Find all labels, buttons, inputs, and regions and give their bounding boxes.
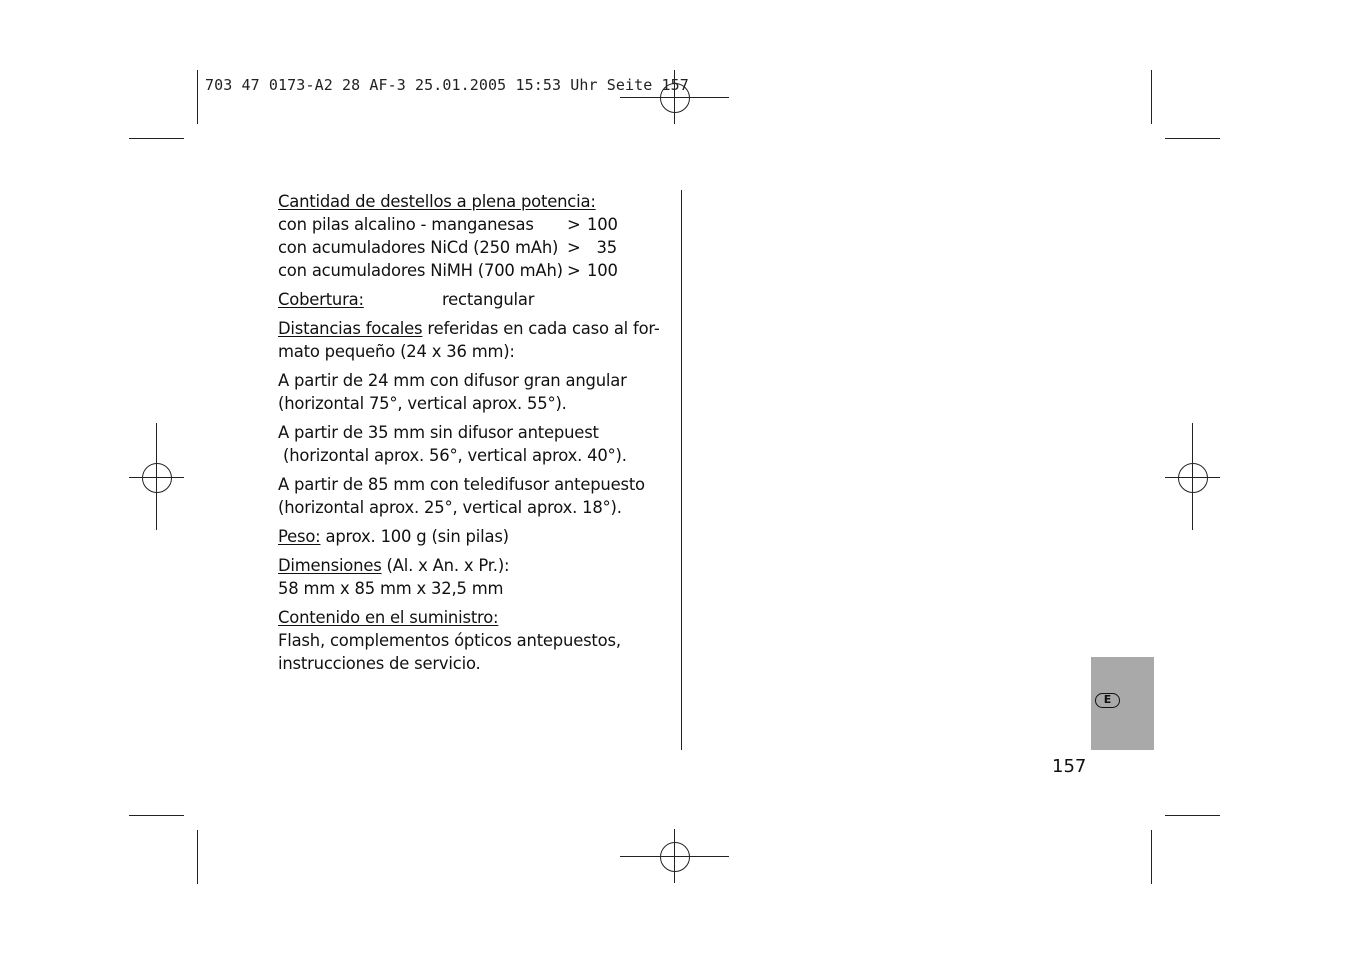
language-badge: E	[1095, 693, 1120, 708]
crop-mark-tl-h	[129, 138, 184, 139]
coverage-section	[278, 288, 668, 311]
crop-mark-br-v	[1151, 830, 1152, 884]
flash-count-row: con acumuladores NiCd (250 mAh) > 35	[278, 238, 617, 257]
coverage-value: rectangular	[442, 290, 535, 309]
language-tab	[1091, 657, 1154, 750]
crop-mark-br-h	[1165, 815, 1220, 816]
dimensions-label: Dimensiones	[278, 556, 382, 575]
flash-count-row: con acumuladores NiMH (700 mAh) > 100	[278, 261, 618, 280]
range-item: A partir de 85 mm con teledifusor antepuesto (horizontal aprox. 25°, vertical aprox. 18°).	[278, 475, 645, 517]
column-divider	[681, 190, 682, 750]
contents-section: Contenido en el suministro: Flash, complementos ópticos antepuestos, instrucciones de servicio.	[278, 608, 621, 673]
flash-count-section	[278, 190, 668, 282]
crop-mark-bl-v	[197, 830, 198, 884]
weight-section: Peso: aprox. 100 g (sin pilas)	[278, 527, 509, 546]
registration-target-icon	[660, 842, 690, 872]
coverage-label: Cobertura:	[278, 290, 364, 309]
focal-section: Distancias focales referidas en cada caso al for- mato pequeño (24 x 36 mm):	[278, 319, 660, 361]
registration-target-icon	[142, 463, 172, 493]
crop-mark-tr-h	[1165, 138, 1220, 139]
crop-mark-tl-v	[197, 70, 198, 124]
spec-column	[278, 190, 668, 681]
focal-label: Distancias focales	[278, 319, 423, 338]
registration-target-icon	[1178, 463, 1208, 493]
crop-mark-tr-v	[1151, 70, 1152, 124]
flash-count-heading: Cantidad de destellos a plena potencia:	[278, 192, 596, 211]
contents-label: Contenido en el suministro:	[278, 608, 499, 627]
crop-mark-bl-h	[129, 815, 184, 816]
print-slug: 703 47 0173-A2 28 AF-3 25.01.2005 15:53 Uhr Seite 157	[205, 76, 689, 94]
range-item: A partir de 35 mm sin difusor antepuest (horizontal aprox. 56°, vertical aprox. 40°).	[278, 423, 627, 465]
flash-count-row: con pilas alcalino - manganesas > 100	[278, 215, 618, 234]
page-number: 157	[1052, 756, 1087, 777]
range-item: A partir de 24 mm con difusor gran angular (horizontal 75°, vertical aprox. 55°).	[278, 371, 627, 413]
weight-label: Peso:	[278, 527, 321, 546]
dimensions-section: Dimensiones (Al. x An. x Pr.): 58 mm x 85 mm x 32,5 mm	[278, 556, 510, 598]
